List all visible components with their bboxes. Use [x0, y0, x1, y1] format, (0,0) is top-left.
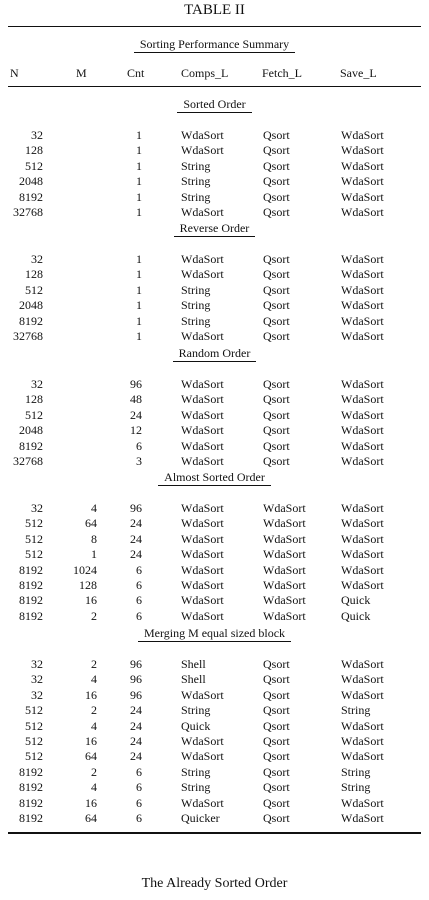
cell-comps: WdaSort [181, 267, 224, 282]
table-row [0, 329, 429, 344]
cell-save: Quick [341, 593, 371, 608]
cell-fetch: WdaSort [263, 608, 306, 623]
cell-cnt: 6 [136, 608, 142, 623]
cell-save: WdaSort [341, 516, 384, 531]
cell-n: 512 [25, 749, 43, 764]
cell-fetch: Qsort [263, 454, 290, 468]
cell-save: WdaSort [341, 531, 384, 546]
table-row [0, 377, 429, 392]
cell-n: 8192 [19, 562, 43, 577]
table-row [0, 749, 429, 764]
table-row [0, 593, 429, 608]
cell-fetch: Qsort [263, 298, 290, 313]
cell-fetch: Qsort [263, 749, 290, 764]
cell-fetch: Qsort [263, 438, 290, 453]
table-row [0, 143, 429, 158]
cell-n: 8192 [19, 780, 43, 795]
cell-n: 128 [25, 267, 43, 282]
cell-n: 2048 [19, 174, 43, 189]
cell-n: 512 [25, 407, 43, 422]
cell-cnt: 1 [136, 174, 142, 189]
cell-save: WdaSort [341, 547, 384, 562]
cell-n: 8192 [19, 811, 43, 825]
cell-save: WdaSort [341, 267, 384, 282]
table-row [0, 283, 429, 298]
cell-cnt: 1 [136, 143, 142, 158]
cell-n: 512 [25, 547, 43, 562]
cell-save: WdaSort [341, 438, 384, 453]
cell-comps: String [181, 764, 211, 779]
table-row [0, 408, 429, 423]
cell-save: WdaSort [341, 282, 384, 297]
table-row [0, 609, 429, 624]
table-row [0, 423, 429, 438]
cell-cnt: 24 [130, 547, 142, 562]
table-row [0, 314, 429, 329]
table-row [0, 780, 429, 795]
cell-fetch: WdaSort [263, 516, 306, 531]
cell-save: WdaSort [341, 734, 384, 748]
cell-comps: String [181, 313, 211, 328]
table-row [0, 734, 429, 749]
cell-comps: String [181, 703, 211, 718]
cell-fetch: Qsort [263, 795, 290, 810]
cell-cnt: 6 [136, 562, 142, 577]
cell-comps: WdaSort [181, 128, 224, 142]
cell-save: String [341, 703, 371, 718]
table-subtitle-text: Sorting Performance Summary [134, 37, 295, 53]
section-title [0, 97, 429, 111]
cell-comps: WdaSort [181, 438, 224, 453]
cell-n: 8192 [19, 593, 43, 608]
cell-n: 128 [25, 392, 43, 407]
cell-cnt: 6 [136, 578, 142, 592]
table-row [0, 501, 429, 516]
cell-m: 2 [91, 764, 97, 779]
cell-n: 512 [25, 158, 43, 173]
cell-cnt: 1 [136, 267, 142, 282]
cell-cnt: 1 [136, 205, 142, 219]
cell-save: WdaSort [341, 454, 384, 468]
cell-fetch: Qsort [263, 672, 290, 687]
table-row [0, 547, 429, 562]
cell-save: WdaSort [341, 298, 384, 313]
header-rule [8, 86, 421, 87]
table-row [0, 298, 429, 313]
table-row [0, 128, 429, 143]
table-row [0, 532, 429, 547]
cell-cnt: 3 [136, 454, 142, 468]
cell-m: 2 [91, 703, 97, 718]
cell-fetch: Qsort [263, 252, 290, 266]
section-title [0, 346, 429, 360]
table-row [0, 252, 429, 267]
cell-n: 512 [25, 516, 43, 531]
cell-save: WdaSort [341, 252, 384, 266]
cell-n: 32 [31, 252, 43, 266]
cell-fetch: Qsort [263, 811, 290, 825]
cell-comps: String [181, 174, 211, 189]
cell-m: 1 [91, 547, 97, 562]
section-title [0, 470, 429, 484]
header-m: M [76, 66, 87, 80]
cell-comps: WdaSort [181, 749, 224, 764]
cell-n: 2048 [19, 423, 43, 438]
cell-comps: String [181, 780, 211, 795]
cell-cnt: 96 [130, 377, 142, 391]
table-row [0, 811, 429, 826]
cell-n: 32 [31, 657, 43, 671]
cell-cnt: 1 [136, 158, 142, 173]
cell-fetch: WdaSort [263, 501, 306, 515]
cell-comps: Quicker [181, 811, 220, 825]
cell-n: 512 [25, 531, 43, 546]
cell-cnt: 6 [136, 438, 142, 453]
section-title-text: Merging M equal sized block [138, 626, 291, 642]
cell-fetch: Qsort [263, 189, 290, 204]
cell-m: 1024 [73, 562, 97, 577]
cell-fetch: Qsort [263, 128, 290, 142]
cell-comps: WdaSort [181, 562, 224, 577]
cell-save: WdaSort [341, 158, 384, 173]
table-row [0, 267, 429, 282]
cell-save: WdaSort [341, 749, 384, 764]
section-title [0, 626, 429, 640]
cell-comps: WdaSort [181, 205, 224, 219]
header-save: Save_L [340, 66, 377, 80]
cell-comps: WdaSort [181, 329, 224, 343]
cell-fetch: Qsort [263, 329, 290, 343]
cell-m: 4 [91, 501, 97, 515]
cell-save: WdaSort [341, 329, 384, 343]
cell-n: 32768 [13, 329, 43, 343]
table-row [0, 439, 429, 454]
cell-n: 8192 [19, 578, 43, 592]
cell-cnt: 1 [136, 313, 142, 328]
cell-comps: WdaSort [181, 143, 224, 158]
cell-save: WdaSort [341, 205, 384, 219]
table-row [0, 516, 429, 531]
cell-fetch: Qsort [263, 407, 290, 422]
cell-comps: WdaSort [181, 392, 224, 407]
cell-save: WdaSort [341, 562, 384, 577]
table-row [0, 796, 429, 811]
table-row [0, 563, 429, 578]
cell-m: 16 [85, 687, 97, 702]
cell-m: 64 [85, 749, 97, 764]
section-title-text: Random Order [173, 346, 257, 362]
cell-m: 4 [91, 672, 97, 687]
cell-fetch: Qsort [263, 687, 290, 702]
header-fetch: Fetch_L [262, 66, 302, 80]
table-row [0, 578, 429, 593]
table-subtitle [0, 37, 429, 52]
cell-fetch: WdaSort [263, 593, 306, 608]
cell-fetch: WdaSort [263, 547, 306, 562]
cell-cnt: 24 [130, 718, 142, 733]
cell-fetch: Qsort [263, 703, 290, 718]
cell-n: 128 [25, 143, 43, 158]
cell-cnt: 6 [136, 795, 142, 810]
cell-comps: WdaSort [181, 423, 224, 438]
cell-save: WdaSort [341, 392, 384, 407]
cell-n: 8192 [19, 764, 43, 779]
cell-comps: String [181, 298, 211, 313]
cell-save: Quick [341, 608, 371, 623]
cell-save: WdaSort [341, 189, 384, 204]
cell-cnt: 1 [136, 189, 142, 204]
table-row [0, 719, 429, 734]
cell-m: 16 [85, 734, 97, 748]
table-row [0, 454, 429, 469]
table-row [0, 688, 429, 703]
cell-fetch: Qsort [263, 423, 290, 438]
cell-m: 4 [91, 780, 97, 795]
cell-save: WdaSort [341, 501, 384, 515]
cell-n: 2048 [19, 298, 43, 313]
cell-fetch: Qsort [263, 174, 290, 189]
cell-n: 8192 [19, 795, 43, 810]
section-title-text: Reverse Order [174, 221, 256, 237]
section-title [0, 221, 429, 235]
cell-cnt: 6 [136, 764, 142, 779]
cell-fetch: Qsort [263, 313, 290, 328]
cell-comps: Shell [181, 672, 206, 687]
cell-fetch: WdaSort [263, 531, 306, 546]
cell-fetch: Qsort [263, 780, 290, 795]
cell-cnt: 24 [130, 407, 142, 422]
cell-cnt: 1 [136, 298, 142, 313]
cell-cnt: 96 [130, 501, 142, 515]
cell-comps: WdaSort [181, 516, 224, 531]
cell-save: WdaSort [341, 795, 384, 810]
bottom-rule [8, 832, 421, 834]
cell-cnt: 24 [130, 749, 142, 764]
cell-comps: WdaSort [181, 734, 224, 748]
cell-m: 2 [91, 608, 97, 623]
cell-n: 32 [31, 687, 43, 702]
table-row [0, 672, 429, 687]
cell-fetch: WdaSort [263, 578, 306, 592]
cell-n: 512 [25, 734, 43, 748]
cell-n: 32 [31, 377, 43, 391]
cell-fetch: Qsort [263, 718, 290, 733]
cell-n: 32 [31, 128, 43, 142]
cell-comps: WdaSort [181, 531, 224, 546]
table-row [0, 765, 429, 780]
cell-m: 16 [85, 795, 97, 810]
header-comps: Comps_L [181, 66, 229, 80]
cell-fetch: Qsort [263, 392, 290, 407]
cell-n: 32 [31, 501, 43, 515]
cell-n: 8192 [19, 438, 43, 453]
cell-n: 512 [25, 282, 43, 297]
cell-cnt: 48 [130, 392, 142, 407]
cell-cnt: 6 [136, 780, 142, 795]
cell-n: 8192 [19, 313, 43, 328]
cell-m: 4 [91, 718, 97, 733]
cell-comps: WdaSort [181, 687, 224, 702]
cell-save: String [341, 780, 371, 795]
cell-n: 8192 [19, 189, 43, 204]
header-n: N [10, 66, 19, 80]
cell-comps: WdaSort [181, 377, 224, 391]
cell-m: 64 [85, 516, 97, 531]
cell-cnt: 96 [130, 657, 142, 671]
cell-cnt: 6 [136, 811, 142, 825]
cell-fetch: Qsort [263, 205, 290, 219]
cell-m: 2 [91, 657, 97, 671]
cell-fetch: Qsort [263, 158, 290, 173]
table-row [0, 190, 429, 205]
cell-cnt: 1 [136, 329, 142, 343]
cell-cnt: 24 [130, 734, 142, 748]
cell-comps: Shell [181, 657, 206, 671]
cell-fetch: Qsort [263, 734, 290, 748]
cell-comps: String [181, 189, 211, 204]
table-row [0, 205, 429, 220]
cell-save: WdaSort [341, 313, 384, 328]
table-row [0, 657, 429, 672]
table-row [0, 159, 429, 174]
cell-cnt: 24 [130, 703, 142, 718]
cell-comps: WdaSort [181, 547, 224, 562]
cell-fetch: Qsort [263, 657, 290, 671]
cell-comps: WdaSort [181, 578, 224, 592]
cell-save: WdaSort [341, 718, 384, 733]
cell-save: WdaSort [341, 672, 384, 687]
cell-comps: WdaSort [181, 252, 224, 266]
cell-cnt: 1 [136, 282, 142, 297]
cell-save: WdaSort [341, 174, 384, 189]
cell-cnt: 1 [136, 252, 142, 266]
cell-comps: WdaSort [181, 795, 224, 810]
cell-m: 16 [85, 593, 97, 608]
top-rule [8, 26, 421, 27]
cell-n: 32 [31, 672, 43, 687]
cell-save: WdaSort [341, 578, 384, 592]
cell-fetch: Qsort [263, 267, 290, 282]
cell-cnt: 96 [130, 687, 142, 702]
cell-n: 8192 [19, 608, 43, 623]
cell-m: 64 [85, 811, 97, 825]
cell-n: 32768 [13, 205, 43, 219]
cell-save: WdaSort [341, 811, 384, 825]
cell-comps: WdaSort [181, 501, 224, 515]
page-caption: The Already Sorted Order [141, 876, 288, 891]
cell-fetch: Qsort [263, 377, 290, 391]
cell-fetch: Qsort [263, 143, 290, 158]
cell-save: WdaSort [341, 423, 384, 438]
table-row [0, 392, 429, 407]
cell-comps: WdaSort [181, 407, 224, 422]
cell-save: WdaSort [341, 657, 384, 671]
cell-m: 8 [91, 531, 97, 546]
cell-fetch: Qsort [263, 764, 290, 779]
cell-save: WdaSort [341, 407, 384, 422]
table-title: TABLE II [184, 2, 245, 18]
cell-n: 512 [25, 703, 43, 718]
cell-comps: Quick [181, 718, 211, 733]
cell-save: WdaSort [341, 377, 384, 391]
table-row [0, 174, 429, 189]
cell-save: String [341, 764, 371, 779]
cell-fetch: Qsort [263, 282, 290, 297]
section-title-text: Sorted Order [177, 97, 251, 113]
cell-comps: WdaSort [181, 608, 224, 623]
cell-cnt: 1 [136, 128, 142, 142]
cell-save: WdaSort [341, 687, 384, 702]
cell-n: 32768 [13, 454, 43, 468]
cell-n: 512 [25, 718, 43, 733]
cell-fetch: WdaSort [263, 562, 306, 577]
table-row [0, 703, 429, 718]
cell-comps: String [181, 282, 211, 297]
cell-cnt: 6 [136, 593, 142, 608]
cell-comps: String [181, 158, 211, 173]
section-title-text: Almost Sorted Order [158, 470, 271, 486]
cell-cnt: 24 [130, 531, 142, 546]
header-cnt: Cnt [127, 66, 145, 80]
cell-cnt: 96 [130, 672, 142, 687]
cell-comps: WdaSort [181, 454, 224, 468]
cell-save: WdaSort [341, 128, 384, 142]
cell-m: 128 [79, 578, 97, 592]
cell-save: WdaSort [341, 143, 384, 158]
cell-cnt: 24 [130, 516, 142, 531]
cell-cnt: 12 [130, 423, 142, 438]
cell-comps: WdaSort [181, 593, 224, 608]
